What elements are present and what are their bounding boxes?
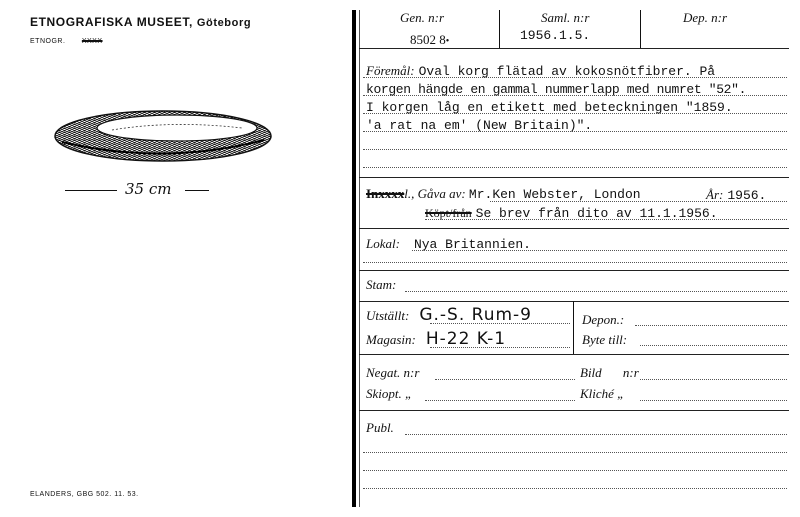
- utstallt-value: G.-S. Rum-9: [419, 305, 532, 325]
- negat-label: Negat. n:r: [366, 365, 420, 380]
- dotted-line: [363, 470, 787, 471]
- dotted-line: [640, 400, 787, 401]
- magasin-label: Magasin:: [366, 332, 416, 347]
- ar-value: 1956.: [727, 188, 767, 203]
- saml-value: 1956.1.5.: [520, 28, 591, 43]
- stam-label: Stam:: [366, 277, 397, 292]
- dotted-line: [425, 219, 787, 220]
- gava-struck: Inxxxx: [366, 186, 405, 201]
- lokal-label: Lokal:: [366, 236, 400, 251]
- bild-field: [580, 365, 639, 381]
- museum-city: Göteborg: [196, 17, 252, 29]
- kliche-label: Kliché „: [580, 386, 625, 401]
- gava-label: l., Gåva av:: [404, 186, 466, 201]
- byte-label: Byte till:: [582, 332, 628, 347]
- gen-label: Gen. n:r: [400, 10, 445, 25]
- dotted-line: [640, 345, 787, 346]
- dotted-line: [405, 434, 787, 435]
- dotted-line: [363, 149, 787, 150]
- museum-header: [30, 15, 251, 29]
- utstallt-label: Utställt:: [366, 308, 410, 323]
- section-rule: [359, 410, 789, 411]
- gava-row: [366, 186, 641, 202]
- utstallt-row: [366, 305, 532, 325]
- card-divider: [352, 10, 356, 507]
- foremal-line-1: Oval korg flätad av kokosnötfibrer. På: [418, 64, 716, 79]
- dep-label: Dep. n:r: [683, 10, 728, 25]
- dotted-line: [635, 325, 787, 326]
- dotted-line: [490, 201, 787, 202]
- header-sep-2: [640, 10, 641, 48]
- bild-label: Bild: [580, 365, 602, 380]
- publ-label: Publ.: [366, 420, 394, 435]
- ar-label: År:: [706, 187, 724, 202]
- foremal-line-3: I korgen låg en etikett med beteckningen "1859.: [366, 100, 733, 115]
- size-annotation: [65, 180, 200, 200]
- foremal-label: Föremål:: [366, 63, 415, 78]
- foremal-line-2: korgen hängde en gammal nummerlapp med numret "52".: [366, 82, 747, 97]
- skiopt-label: Skiopt. „: [366, 386, 413, 401]
- gen-value: 8502 8•: [410, 32, 450, 47]
- dotted-line: [430, 347, 570, 348]
- dotted-line: [430, 323, 570, 324]
- section-rule: [359, 228, 789, 229]
- size-text: 35 cm: [125, 180, 172, 198]
- bild-suffix: n:r: [622, 365, 639, 380]
- magasin-value: H-22 K-1: [425, 329, 507, 349]
- dotted-line: [363, 262, 787, 263]
- size-line-left: [65, 190, 117, 191]
- dotted-line: [640, 379, 787, 380]
- section-rule: [359, 301, 789, 302]
- foremal-block: [366, 62, 791, 135]
- dotted-line: [412, 250, 787, 251]
- header-rule: [359, 48, 789, 49]
- dotted-line: [405, 291, 787, 292]
- dotted-line: [363, 488, 787, 489]
- kop-value: Se brev från dito av 11.1.1956.: [475, 206, 718, 221]
- dotted-line: [363, 452, 787, 453]
- gava-value: Mr.Ken Webster, London: [468, 187, 641, 202]
- section-rule: [359, 354, 789, 355]
- dotted-line: [363, 167, 787, 168]
- basket-drawing: [52, 106, 274, 164]
- section-rule: [359, 177, 789, 178]
- dotted-line: [425, 400, 575, 401]
- section-rule: [359, 270, 789, 271]
- etnogr-label: ETNOGR.: [30, 38, 66, 45]
- card-left-edge: [359, 10, 360, 507]
- size-line-right: [185, 190, 209, 191]
- magasin-row: [366, 329, 506, 349]
- museum-name: ETNOGRAFISKA MUSEET,: [30, 15, 193, 29]
- printer-note: ELANDERS, GBG 502. 11. 53.: [30, 491, 139, 498]
- etnogr-struck: XXXX: [81, 38, 103, 45]
- gen-value-text: 8502 8: [410, 32, 446, 47]
- kop-struck: Köpt/från: [425, 206, 472, 220]
- storage-sep: [573, 301, 574, 354]
- saml-label: Saml. n:r: [541, 10, 590, 25]
- dotted-line: [435, 379, 575, 380]
- foremal-line-4: 'a rat na em' (New Britain)".: [366, 118, 593, 133]
- etnogr-line: [30, 38, 103, 45]
- header-sep-1: [499, 10, 500, 48]
- depon-label: Depon.:: [582, 312, 625, 327]
- lokal-value: Nya Britannien.: [413, 237, 531, 252]
